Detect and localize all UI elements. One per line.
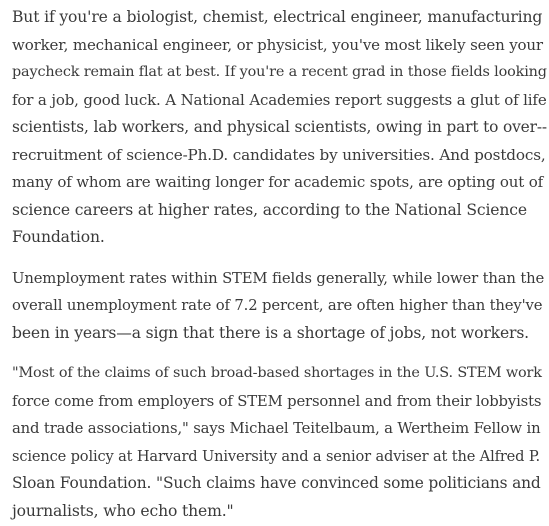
paragraph-3 [12, 360, 547, 525]
paragraph-spacer [12, 347, 547, 360]
text-line: recruitment of science-Ph.D. candidates by universities. And postdocs, [12, 145, 546, 164]
text-line: overall unemployment rate of 7.2 percent, are often higher than they've [12, 297, 543, 314]
text-line: force come from employers of STEM personnel and from their lobbyists [12, 392, 542, 410]
article-body [12, 4, 547, 525]
text-line: been in years—a sign that there is a shortage of jobs, not workers. [12, 323, 529, 342]
text-line: scientists, lab workers, and physical scientists, owing in part to over-- [12, 118, 547, 136]
text-line: for a job, good luck. A National Academies report suggests a glut of life [12, 90, 547, 109]
text-line: "Most of the claims of such broad-based shortages in the U.S. STEM work [12, 365, 542, 381]
paragraph-spacer [12, 252, 547, 265]
text-line: Sloan Foundation. "Such claims have convinced some politicians and [12, 474, 541, 492]
text-line: journalists, who echo them." [12, 501, 234, 520]
paragraph-1 [12, 4, 547, 252]
text-line: Unemployment rates within STEM fields generally, while lower than the [12, 269, 545, 287]
text-line: paycheck remain flat at best. If you're a recent grad in those fields looking [12, 64, 547, 80]
text-line: many of whom are waiting longer for academic spots, are opting out of [12, 173, 544, 191]
text-line: worker, mechanical engineer, or physicist, you've most likely seen your [12, 35, 543, 54]
paragraph-2 [12, 265, 547, 348]
text-line: Foundation. [12, 228, 105, 246]
text-line: and trade associations," says Michael Teitelbaum, a Wertheim Fellow in [12, 420, 541, 437]
text-line: science careers at higher rates, according to the National Science [12, 200, 527, 219]
text-line: But if you're a biologist, chemist, electrical engineer, manufacturing [12, 8, 543, 26]
text-line: science policy at Harvard University and a senior adviser at the Alfred P. [12, 447, 541, 465]
